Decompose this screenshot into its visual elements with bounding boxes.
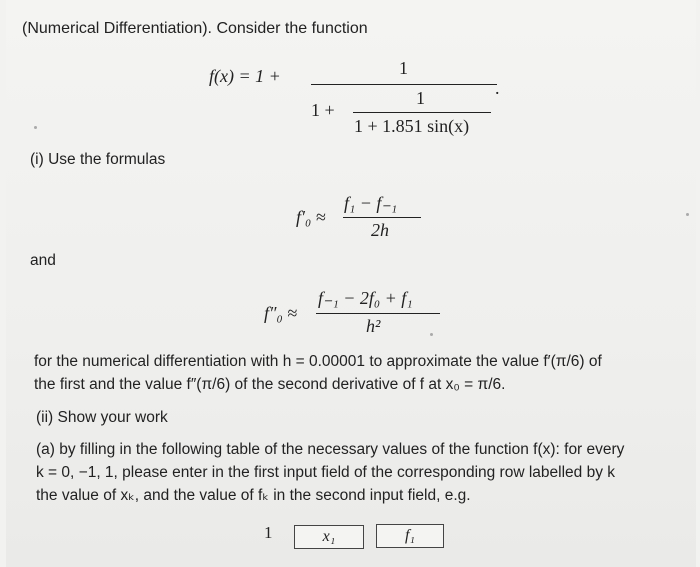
- paragraph-line-2: the first and the value f″(π/6) of the second derivative of f at x₀ = π/6.: [34, 376, 506, 393]
- inner-fraction-line: [353, 112, 491, 113]
- formula2-numerator: f₋₁ − 2f₀ + f₁: [318, 288, 413, 308]
- formula2-lhs: f″₀ ≈: [264, 303, 298, 323]
- part-i-intro: (i) Use the formulas: [30, 151, 166, 168]
- function-end: .: [495, 78, 500, 98]
- example-row-label: 1: [264, 523, 273, 542]
- part-a-line-3: the value of xₖ, and the value of fₖ in the second input field, e.g.: [36, 487, 471, 504]
- formula1-fraction-line: [343, 217, 421, 218]
- formula1-numerator: f₁ − f₋₁: [344, 193, 398, 213]
- speck: [686, 213, 689, 216]
- problem-page: [6, 0, 696, 567]
- formula1-denominator: 2h: [371, 220, 389, 240]
- fk-input-placeholder: f₁: [404, 527, 415, 544]
- speck: [430, 333, 433, 336]
- part-a-line-2: k = 0, −1, 1, please enter in the first input field of the corresponding row labelled by k: [36, 464, 616, 481]
- formula2-denominator: h²: [366, 316, 381, 336]
- outer-numerator: 1: [399, 58, 408, 78]
- problem-heading: (Numerical Differentiation). Consider the function: [22, 20, 368, 37]
- part-ii-label: (ii) Show your work: [36, 409, 168, 426]
- part-a-line-1: (a) by filling in the following table of the necessary values of the function f(x): for every: [36, 441, 625, 458]
- formula1-lhs: f′₀ ≈: [296, 207, 326, 227]
- and-label: and: [30, 252, 56, 269]
- function-lhs: f(x) = 1 +: [209, 66, 281, 86]
- outer-fraction-line: [311, 84, 497, 85]
- xk-input-example[interactable]: [294, 525, 364, 549]
- inner-denominator: 1 + 1.851 sin(x): [354, 116, 470, 136]
- fk-input-example[interactable]: [376, 524, 444, 548]
- inner-prefix: 1 +: [311, 100, 335, 120]
- xk-input-placeholder: x₁: [322, 528, 336, 545]
- inner-numerator: 1: [416, 88, 425, 108]
- speck: [34, 126, 37, 129]
- formula2-fraction-line: [316, 313, 440, 314]
- paragraph-line-1: for the numerical differentiation with h = 0.00001 to approximate the value f′(π/6) of: [34, 353, 602, 370]
